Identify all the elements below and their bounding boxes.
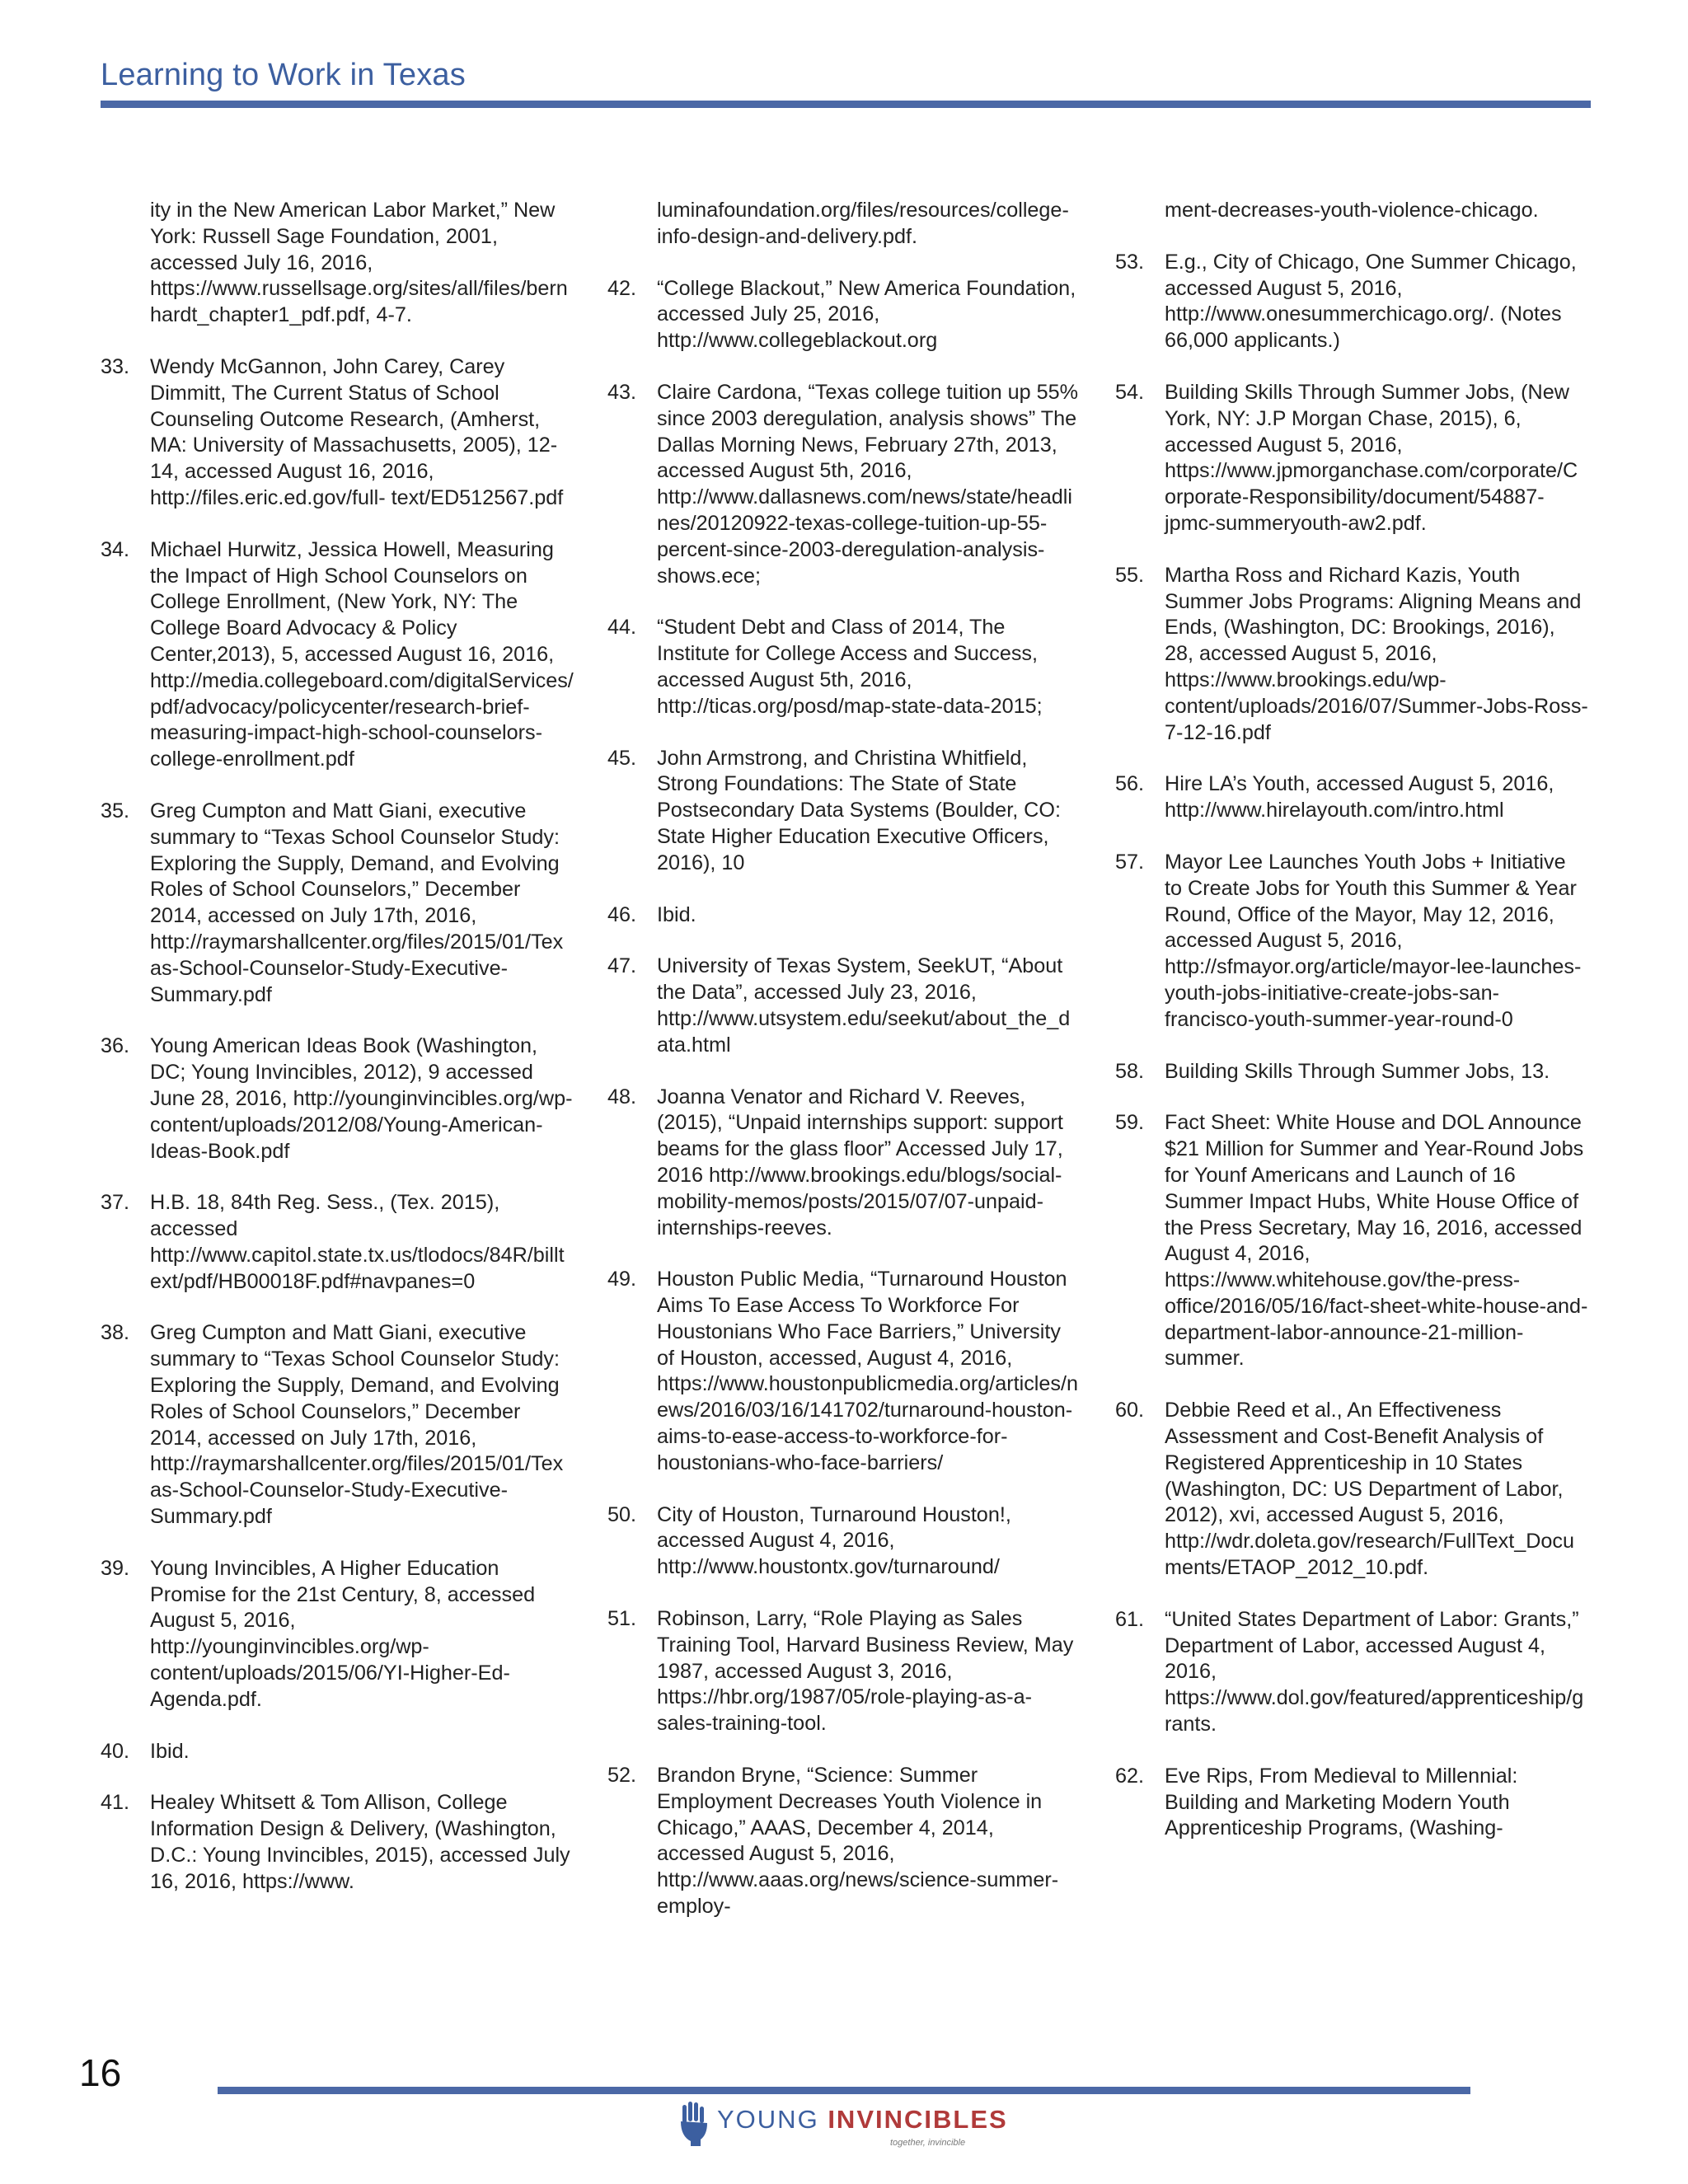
endnotes-column-2 xyxy=(607,198,1085,1946)
endnote xyxy=(1115,1607,1593,1738)
endnote-number: 37. xyxy=(101,1191,130,1215)
endnote-text: Robinson, Larry, “Role Playing as Sales Training Tool, Harvard Business Review, May 1987, accessed August 3, 2016, https://hbr.org/1987/05/role-playing-as-a-sales-training-tool. xyxy=(657,1607,1074,1736)
header-rule xyxy=(101,101,1591,108)
page-number: 16 xyxy=(79,2051,122,2094)
endnote xyxy=(607,1502,1085,1581)
endnote-text: Building Skills Through Summer Jobs, 13. xyxy=(1165,1059,1550,1083)
endnote-number: 55. xyxy=(1115,563,1145,587)
endnote-number: 47. xyxy=(607,954,637,978)
endnote-text: Wendy McGannon, John Carey, Carey Dimmitt, The Current Status of School Counseling Outcome Research, (Amherst, MA: University of Massachusetts, 2005), 12- 14, accessed August 16, 2016, http://files.eric.ed.gov/full- text/ED512567.pdf xyxy=(150,354,564,509)
endnote-number: 42. xyxy=(607,276,637,300)
endnote-number: 61. xyxy=(1115,1607,1145,1631)
endnote xyxy=(1115,1398,1593,1582)
endnote-number: 53. xyxy=(1115,250,1145,274)
endnote-text: Claire Cardona, “Texas college tuition up 55% since 2003 deregulation, analysis shows” The Dallas Morning News, February 27th, 2013, accessed August 5th, 2016, http://www.dallasnews.com/news/state/headlines/20120922-texas-college-tuition-up-55-percent-since-2003-deregulation-analysis-shows.ece; xyxy=(657,380,1079,588)
endnote xyxy=(607,615,1085,719)
endnote-number: 59. xyxy=(1115,1111,1145,1135)
endnote-text: Brandon Bryne, “Science: Summer Employment Decreases Youth Violence in Chicago,” AAAS, December 4, 2014, accessed August 5, 2016, http://www.aaas.org/news/science-summer-employ- xyxy=(657,1764,1059,1919)
endnote-number: 33. xyxy=(101,354,130,378)
endnote-number: 49. xyxy=(607,1268,637,1291)
endnote xyxy=(101,1320,579,1530)
endnote-number: 39. xyxy=(101,1556,130,1580)
endnote-text: John Armstrong, and Christina Whitfield, Strong Foundations: The State of State Postsecondary Data Systems (Boulder, CO: State Higher Education Executive Officers, 2016), 10 xyxy=(657,746,1061,874)
endnote-text: University of Texas System, SeekUT, “About the Data”, accessed July 23, 2016, http://www.utsystem.edu/seekut/about_the_data.html xyxy=(657,954,1071,1057)
endnote-number: 54. xyxy=(1115,380,1145,404)
logo-word-invincibles: INVINCIBLES xyxy=(828,2105,1008,2134)
endnote-number: 40. xyxy=(101,1739,130,1763)
endnote-number: 46. xyxy=(607,902,637,926)
endnote xyxy=(101,1556,579,1713)
endnote-number: 62. xyxy=(1115,1764,1145,1788)
endnote-text: Healey Whitsett & Tom Allison, College Information Design & Delivery, (Washington, D.C.: Young Invincibles, 2015), accessed July 16, 2016, https://www. xyxy=(150,1791,570,1893)
endnote-text: Mayor Lee Launches Youth Jobs + Initiative to Create Jobs for Youth this Summer & Year Round, Office of the Mayor, May 12, 2016, accessed August 5, 2016, http://sfmayor.org/article/mayor-lee-launches-youth-jobs-initiative-create-jobs-san-francisco-youth-summer-year-round-0 xyxy=(1165,850,1582,1031)
endnote-number: 38. xyxy=(101,1321,130,1345)
endnote xyxy=(607,1763,1085,1920)
endnote xyxy=(1115,250,1593,354)
young-invincibles-logo xyxy=(676,2100,1022,2166)
endnotes-column-1 xyxy=(101,198,579,1921)
footer-rule xyxy=(218,2087,1470,2094)
endnote-number: 35. xyxy=(101,799,130,823)
endnote-text: Building Skills Through Summer Jobs, (New York, NY: J.P Morgan Chase, 2015), 6, accessed August 5, 2016, https://www.jpmorganchase.com/corporate/Corporate-Responsibility/document/54887-jpmc-summeryouth-aw2.pdf. xyxy=(1165,380,1578,535)
endnote xyxy=(607,1606,1085,1737)
endnote xyxy=(607,276,1085,354)
endnote xyxy=(1115,850,1593,1033)
endnote-number: 48. xyxy=(607,1085,637,1108)
endnote-number: 36. xyxy=(101,1034,130,1058)
endnote-number: 44. xyxy=(607,616,637,640)
endnote xyxy=(607,902,1085,929)
endnote xyxy=(101,799,579,1008)
endnote-number: 34. xyxy=(101,537,130,561)
endnote xyxy=(101,1790,579,1895)
endnote-number: 57. xyxy=(1115,850,1145,874)
endnote-text: Greg Cumpton and Matt Giani, executive summary to “Texas School Counselor Study: Exploring the Supply, Demand, and Evolving Roles of School Counselors,” December 2014, accessed on July 17th, 2016, http://raymarshallcenter.org/files/2015/01/Texas-School-Counselor-Study-Executive-Summary.pdf xyxy=(150,1321,564,1529)
endnote-number: 60. xyxy=(1115,1399,1145,1422)
endnote xyxy=(607,954,1085,1058)
endnote xyxy=(607,1085,1085,1242)
endnote-number: 58. xyxy=(1115,1059,1145,1083)
endnote-number: 41. xyxy=(101,1791,130,1815)
endnotes-column-3 xyxy=(1115,198,1593,1868)
endnote xyxy=(101,1190,579,1295)
logo-wordmark xyxy=(717,2105,1008,2135)
endnote xyxy=(1115,1764,1593,1842)
running-header-title: Learning to Work in Texas xyxy=(101,58,466,92)
endnote-number: 50. xyxy=(607,1502,637,1526)
endnote-text: H.B. 18, 84th Reg. Sess., (Tex. 2015), accessed http://www.capitol.state.tx.us/tlodocs/84R/billtext/pdf/HB00018F.pdf#navpanes=0 xyxy=(150,1191,565,1293)
endnote xyxy=(607,1267,1085,1476)
hand-logo-icon xyxy=(676,2100,712,2146)
endnote xyxy=(101,354,579,512)
endnote xyxy=(101,537,579,773)
endnote-text: Hire LA’s Youth, accessed August 5, 2016, http://www.hirelayouth.com/intro.html xyxy=(1165,772,1554,823)
endnote-text: E.g., City of Chicago, One Summer Chicago, accessed August 5, 2016, http://www.onesummerchicago.org/. (Notes 66,000 applicants.) xyxy=(1165,250,1577,353)
endnote xyxy=(1115,771,1593,824)
endnote xyxy=(101,1739,579,1765)
endnote xyxy=(101,1033,579,1165)
endnote xyxy=(1115,563,1593,747)
endnote xyxy=(1115,380,1593,537)
endnote-number: 52. xyxy=(607,1764,637,1788)
logo-word-young: YOUNG xyxy=(717,2105,819,2134)
endnote-text: Joanna Venator and Richard V. Reeves, (2015), “Unpaid internships support: support beams for the glass floor” Accessed July 17, 2016 http://www.brookings.edu/blogs/social-mobility-memos/posts/2015/07/07-unpaid-internships-reeves. xyxy=(657,1085,1063,1240)
endnote-text: Houston Public Media, “Turnaround Houston Aims To Ease Access To Workforce For Houstonians Who Face Barriers,” University of Houston, accessed, August 4, 2016, https://www.houstonpublicmedia.org/articles/news/2016/03/16/141702/turnaround-houston-aims-to-ease-access-to-workforce-for-houstonians-who-face-barriers/ xyxy=(657,1268,1079,1474)
endnote-text: Eve Rips, From Medieval to Millennial: Building and Marketing Modern Youth Apprenticeship Programs, (Washing- xyxy=(1165,1764,1518,1840)
endnote-text: “College Blackout,” New America Foundation, accessed July 25, 2016, http://www.collegeblackout.org xyxy=(657,276,1076,353)
endnote xyxy=(607,380,1085,589)
endnote-text: Greg Cumpton and Matt Giani, executive summary to “Texas School Counselor Study: Exploring the Supply, Demand, and Evolving Roles of School Counselors,” December 2014, accessed on July 17th, 2016, http://raymarshallcenter.org/files/2015/01/Texas-School-Counselor-Study-Executive-Summary.pdf xyxy=(150,799,564,1006)
endnote-text: Young American Ideas Book (Washington, DC; Young Invincibles, 2012), 9 accessed June 28, 2016, http://younginvincibles.org/wp-content/uploads/2012/08/Young-American-Ideas-Book.pdf xyxy=(150,1034,573,1163)
endnote-number: 45. xyxy=(607,746,637,770)
endnote-text: Debbie Reed et al., An Effectiveness Assessment and Cost-Benefit Analysis of Registered Apprenticeship in 10 States (Washington, DC: US Department of Labor, 2012), xvi, accessed August 5, 2016, http://wdr.doleta.gov/research/FullText_Documents/ETAOP_2012_10.pdf. xyxy=(1165,1399,1575,1580)
endnote xyxy=(1115,1059,1593,1085)
endnote-text: Fact Sheet: White House and DOL Announce $21 Million for Summer and Year-Round Jobs for Younf Americans and Launch of 16 Summer Impact Hubs, White House Office of the Press Secretary, May 16, 2016, accessed August 4, 2016, https://www.whitehouse.gov/the-press-office/2016/05/16/fact-sheet-white-house-and-department-labor-announce-21-million-summer. xyxy=(1165,1111,1588,1371)
endnote xyxy=(607,746,1085,877)
endnote-continuation: luminafoundation.org/files/resources/college-info-design-and-delivery.pdf. xyxy=(657,199,1069,248)
endnote-number: 56. xyxy=(1115,772,1145,796)
endnote-text: City of Houston, Turnaround Houston!, accessed August 4, 2016, http://www.houstontx.gov/turnaround/ xyxy=(657,1502,1011,1579)
logo-tagline: together, invincible xyxy=(890,2138,966,2148)
endnote-continuation: ity in the New American Labor Market,” New York: Russell Sage Foundation, 2001, accessed July 16, 2016, https://www.russellsage.org/sites/all/files/bernhardt_chapter1_pdf.pdf, 4-7. xyxy=(150,199,568,327)
endnote-number: 43. xyxy=(607,380,637,404)
endnote-text: Martha Ross and Richard Kazis, Youth Summer Jobs Programs: Aligning Means and Ends, (Washington, DC: Brookings, 2016), 28, accessed August 5, 2016, https://www.brookings.edu/wp-content/uploads/2016/07/Summer-Jobs-Ross-7-12-16.pdf xyxy=(1165,563,1588,744)
endnote-number: 51. xyxy=(607,1607,637,1631)
endnote-text: Young Invincibles, A Higher Education Promise for the 21st Century, 8, accessed August 5, 2016, http://younginvincibles.org/wp-content/uploads/2015/06/YI-Higher-Ed-Agenda.pdf. xyxy=(150,1556,536,1711)
endnote-text: Michael Hurwitz, Jessica Howell, Measuring the Impact of High School Counselors on College Enrollment, (New York, NY: The College Board Advocacy & Policy Center,2013), 5, accessed August 16, 2016, http://media.collegeboard.com/digitalServices/pdf/advocacy/policycenter/research-brief-measuring-impact-high-school-counselors-college-enrollment.pdf xyxy=(150,537,574,771)
endnote-continuation: ment-decreases-youth-violence-chicago. xyxy=(1165,199,1539,222)
endnote-text: Ibid. xyxy=(150,1739,190,1763)
endnote-text: “Student Debt and Class of 2014, The Institute for College Access and Success, accessed August 5th, 2016, http://ticas.org/posd/map-state-data-2015; xyxy=(657,616,1043,718)
endnote-text: Ibid. xyxy=(657,902,696,926)
endnote xyxy=(1115,1110,1593,1372)
endnote-text: “United States Department of Labor: Grants,” Department of Labor, accessed August 4, 2016, https://www.dol.gov/featured/apprenticeship/grants. xyxy=(1165,1607,1584,1736)
